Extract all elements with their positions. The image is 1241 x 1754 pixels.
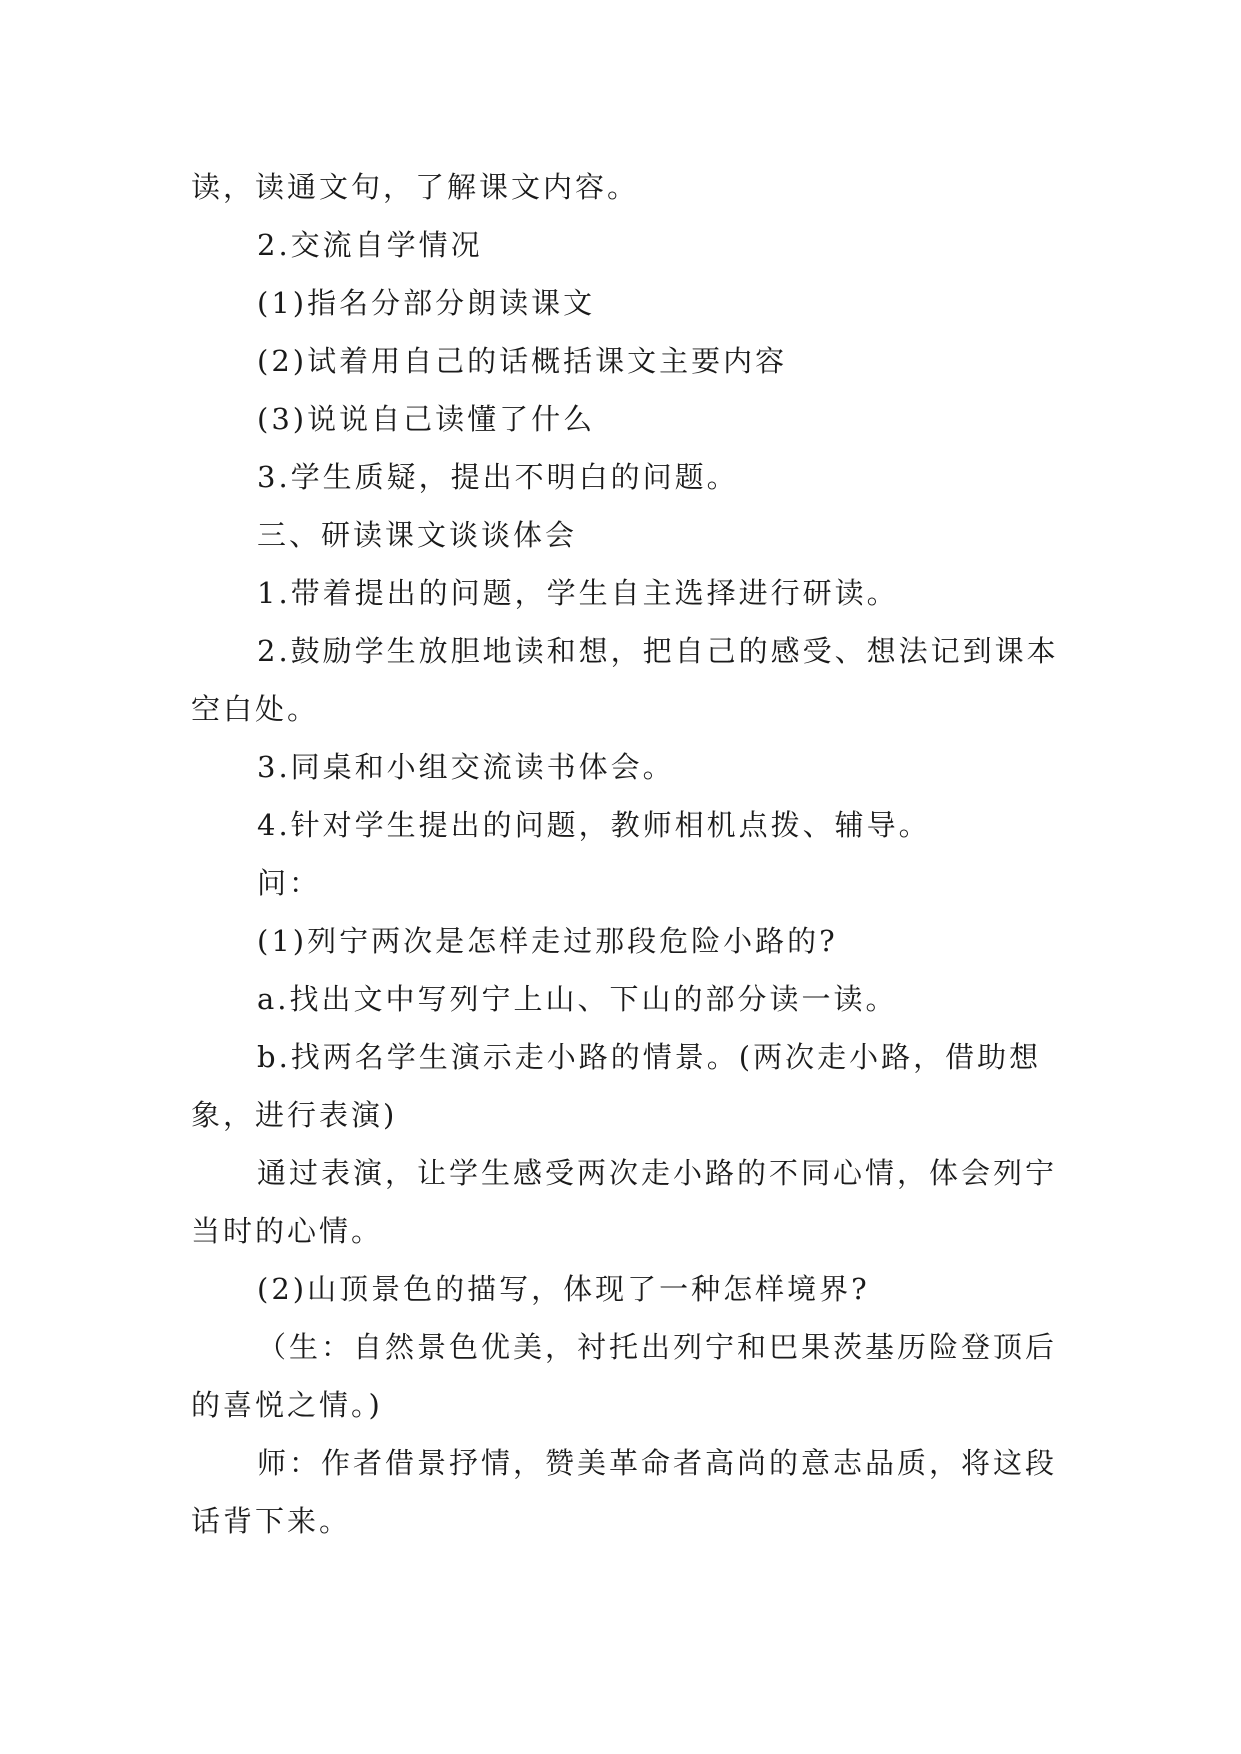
paragraph: 1.带着提出的问题，学生自主选择进行研读。	[257, 576, 899, 610]
paragraph: (2)山顶景色的描写，体现了一种怎样境界?	[257, 1272, 870, 1306]
paragraph: 3.学生质疑，提出不明白的问题。	[257, 460, 739, 494]
document-body	[191, 158, 1061, 1550]
paragraph: (1)指名分部分朗读课文	[257, 286, 596, 320]
paragraph: 通过表演，让学生感受两次走小路的不同心情，体会列宁当时的心情。	[191, 1156, 1058, 1248]
paragraph: (3)说说自己读懂了什么	[257, 402, 596, 436]
paragraph: 读，读通文句，了解课文内容。	[191, 170, 640, 204]
paragraph: b.找两名学生演示走小路的情景。(两次走小路，借助想象，进行表演)	[191, 1040, 1042, 1132]
paragraph: 问：	[257, 866, 322, 900]
section-heading: 三、研读课文谈谈体会	[257, 518, 578, 552]
paragraph: 2.鼓励学生放胆地读和想，把自己的感受、想法记到课本空白处。	[191, 634, 1059, 726]
paragraph: 2.交流自学情况	[257, 228, 483, 262]
paragraph: 师：作者借景抒情，赞美革命者高尚的意志品质，将这段话背下来。	[191, 1446, 1058, 1538]
paragraph: （生：自然景色优美，衬托出列宁和巴果茨基历险登顶后的喜悦之情。)	[191, 1330, 1058, 1422]
paragraph: (2)试着用自己的话概括课文主要内容	[257, 344, 788, 378]
paragraph: a.找出文中写列宁上山、下山的部分读一读。	[257, 982, 898, 1016]
paragraph: (1)列宁两次是怎样走过那段危险小路的?	[257, 924, 838, 958]
paragraph: 4.针对学生提出的问题，教师相机点拨、辅导。	[257, 808, 931, 842]
paragraph: 3.同桌和小组交流读书体会。	[257, 750, 675, 784]
